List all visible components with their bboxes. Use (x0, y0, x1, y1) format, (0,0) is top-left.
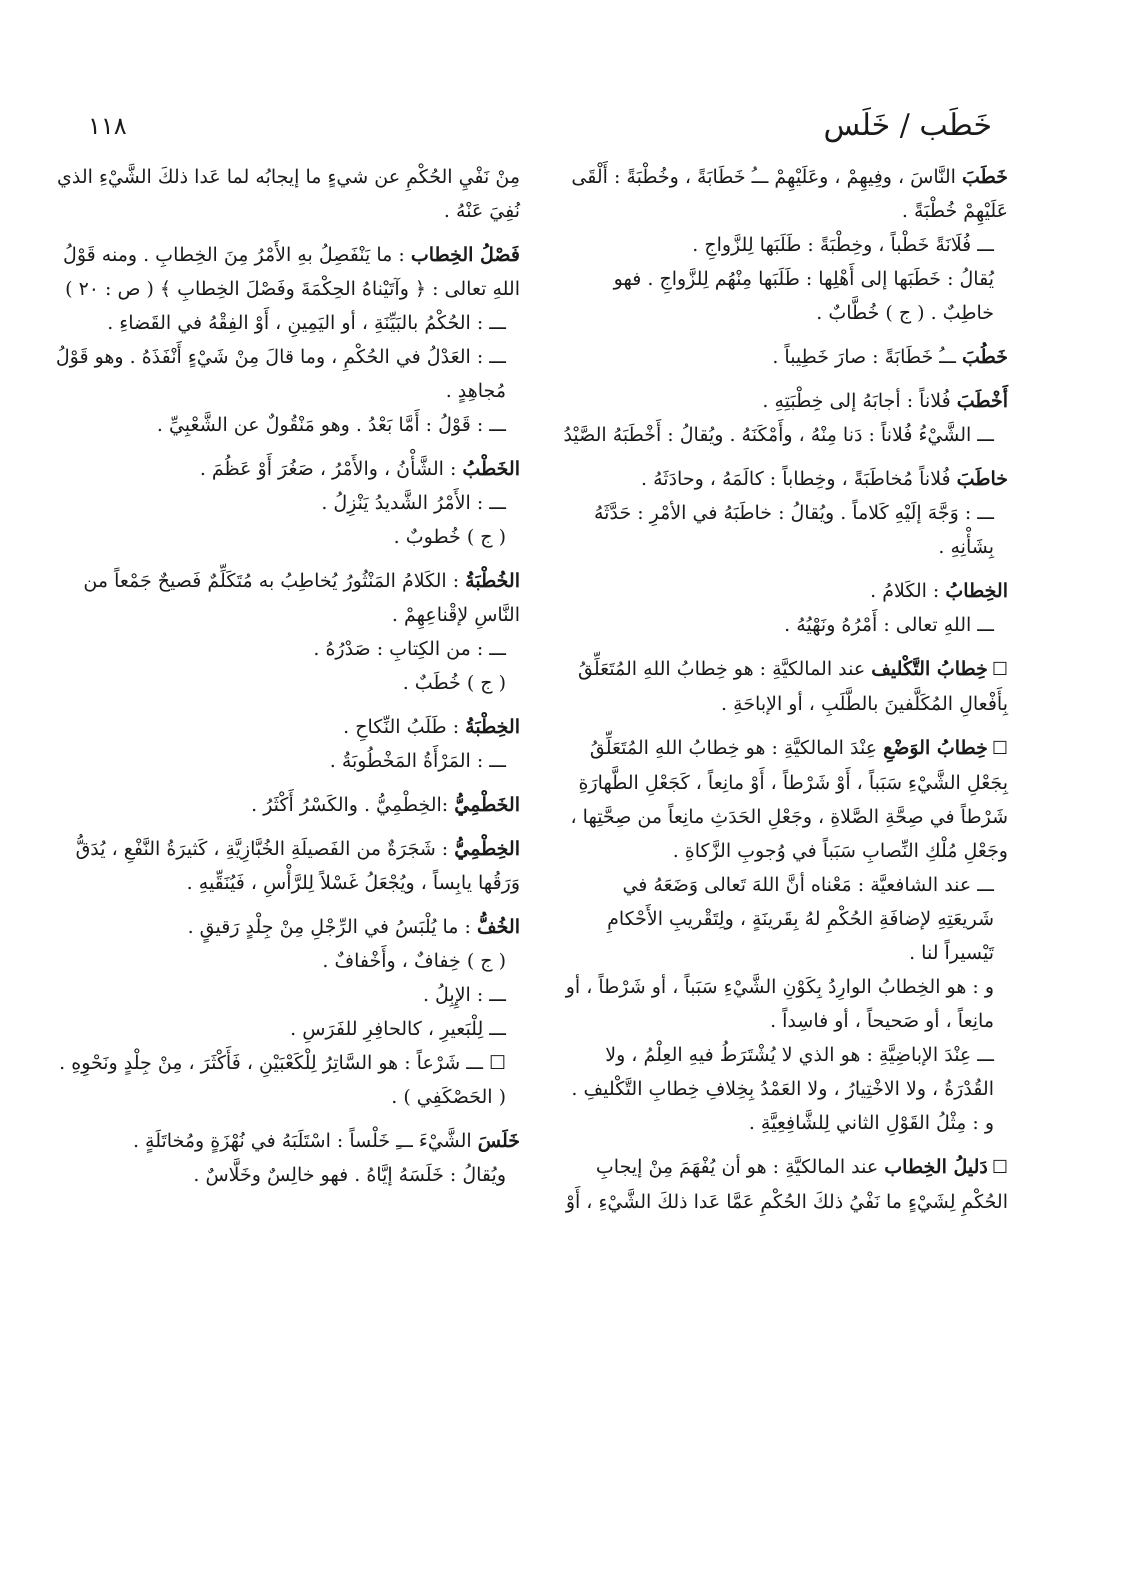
headword: أَخْطَبَ (956, 390, 1008, 412)
entry-line (50, 564, 520, 632)
entry-line (560, 384, 1008, 418)
definition-text: ـــ الشَّيْءُ فُلاناً : دَنا مِنْهُ ، وأَمْكَنَهُ . ويُقالُ : أَخْطَبَهُ الصَّيْدُ (563, 424, 994, 446)
definition-text: و : مِثْلُ القَوْلِ الثاني لِلشَّافِعِيَّةِ . (748, 1112, 994, 1134)
dictionary-entry (560, 652, 1008, 721)
entry-line (50, 160, 520, 228)
headword: الخَطْبُ (462, 458, 520, 480)
page-number: ١١٨ (88, 112, 127, 140)
definition-text: ـــ : وَجَّهَ إلَيْهِ كَلاماً . ويُقالُ : خاطَبَهُ في الأمْرِ : حَدَّثَهُ بِشَأْنِهِ . (594, 502, 994, 558)
entry-line (50, 666, 506, 700)
entry-line (560, 652, 1008, 721)
definition-text: ☐ ـــ شَرْعاً : هو السَّاتِرُ لِلْكَعْبَيْنِ ، فَأَكْثَرَ ، مِنْ جِلْدٍ ونَحْوِهِ . ( الحَصْكَفِي ) . (59, 1052, 506, 1108)
definition-text: و : هو الخِطابُ الوارِدُ بِكَوْنِ الشَّيْءِ سَبَباً ، أو شَرْطاً ، أو مانِعاً ، أو صَحيحاً ، أو فاسِداً . (565, 976, 994, 1032)
definition-text: ـــ : المَرْأَةُ المَخْطُوبَةُ . (329, 750, 506, 772)
dictionary-entry (50, 238, 520, 442)
definition-text: ـــ : العَدْلُ في الحُكْمِ ، وما قالَ مِنْ شَيْءٍ أَنْفَذَهُ . وهو قَوْلُ مُجاهِدٍ . (55, 346, 506, 402)
definition-text: : شَجَرَةٌ من الفَصيلَةِ الخُبَّازِيَّةِ ، كَثيرَةُ النَّفْعِ ، يُدَقُّ وَرَقُها يابِساً ، ويُجْعَلُ غَسْلاً لِلرَّأْسِ ، فَيُنَقِّيهِ . (75, 838, 520, 894)
headword: فَصْلُ الخِطاب (410, 244, 520, 266)
entry-line (560, 1106, 994, 1140)
headword: الخُفُّ (476, 916, 520, 938)
entry-line (50, 1124, 520, 1158)
entry-line (560, 970, 994, 1038)
definition-text: ـــ : الحُكْمُ بالبَيِّنَةِ ، أو اليَمِينِ ، أَوْ الفِقْهُ في القَضاءِ . (107, 312, 506, 334)
definition-text: عِنْدَ المالكيَّةِ : هو خِطابُ اللهِ المُتَعَلِّقُ بِجَعْلِ الشَّيْءِ سَبَباً ، أَوْ شَرْطاً ، أَوْ مانِعاً ، كَجَعْلِ الطَّهارَةِ شَرْطاً في صِحَّةِ الصَّلاةِ ، وجَعْلِ الحَدَثِ مانِعاً من صِحَّتِها ، وجَعْلِ مُلْكِ النِّصابِ سَبَباً في وُجوبِ الزَّكاةِ . (570, 737, 1008, 862)
definition-text: ـــ : من الكِتابِ : صَدْرُهُ . (313, 638, 506, 660)
dictionary-entry (50, 710, 520, 778)
entry-line (560, 608, 994, 642)
definition-text: عند المالكيَّةِ : هو خِطابُ اللهِ المُتَعَلِّقُ بِأَفْعالِ المُكَلَّفينَ بالطَّلَبِ ، أو الإباحَةِ . (578, 658, 1008, 715)
definition-text: النَّاسَ ، وفِيهِمْ ، وعَلَيْهِمْ ـــُ خَطَابَةً ، وخُطْبَةً : أَلْقَى عَلَيْهِمْ خُطْبَةً . (571, 166, 1008, 222)
headword: الخِطابُ (945, 580, 1008, 602)
dictionary-entry (560, 340, 1008, 374)
entry-line (50, 788, 520, 822)
entry-line (50, 710, 520, 744)
definition-text: الشَّيْءَ ـــِ خَلْساً : اسْتَلَبَهُ في نُهْزَةٍ ومُخاتَلَةٍ . (132, 1130, 472, 1152)
entry-line (560, 418, 994, 452)
entry-line (560, 1038, 994, 1106)
entry-line (50, 1158, 506, 1192)
checkbox-square-icon: ☐ (991, 1157, 1008, 1178)
definition-text: : الكَلامُ المَنْثُورُ يُخاطِبُ به مُتَكَلِّمٌ فَصيحٌ جَمْعاً من النَّاسِ لإقْناعِهِمْ . (83, 570, 520, 626)
dictionary-entry (560, 160, 1008, 330)
definition-text: مِنْ نَفْيِ الحُكْمِ عن شيءٍ ما إيجابُه لما عَدا ذلكَ الشَّيْءِ الذي نُفِيَ عَنْهُ . (57, 166, 520, 222)
headword: خِطابُ التَّكْليف (871, 658, 988, 680)
dictionary-entry (50, 1124, 520, 1192)
definition-text: : ما يُلْبَسُ في الرِّجْلِ مِنْ جِلْدٍ رَقيقٍ . (187, 916, 471, 938)
entry-line (560, 340, 1008, 374)
definition-text: ـــ : الإِبِلُ . (422, 984, 506, 1006)
entry-line (50, 910, 520, 944)
dictionary-entry (50, 832, 520, 900)
definition-text: ( ج ) خِفافٌ ، وأَخْفافٌ . (322, 950, 506, 972)
headword: خَطُبَ (962, 346, 1008, 368)
definition-text: ـــ عِنْدَ الإباضِيَّةِ : هو الذي لا يُشْتَرَطُ فيهِ العِلْمُ ، ولا القُدْرَةُ ، ولا الاخْتِيارُ ، ولا العَمْدُ بِخِلافِ خِطابِ التَّكْليفِ . (571, 1044, 994, 1100)
entry-line (50, 340, 506, 408)
definition-text: : الشَّأْنُ ، والأَمْرُ ، صَغُرَ أَوْ عَظُمَ . (199, 458, 457, 480)
definition-text: ويُقالُ : خَلَسَهُ إيَّاهُ . فهو خالِسٌ وخَلَّاسٌ . (193, 1164, 506, 1186)
headword: خِطابُ الوَضْعِ (883, 737, 988, 759)
entry-line (50, 408, 506, 442)
headword: الخِطْبَةُ (465, 716, 520, 738)
headword: دَليلُ الخِطاب (884, 1156, 988, 1178)
dictionary-entry (50, 160, 520, 228)
entry-line (560, 228, 994, 262)
entry-line (50, 744, 506, 778)
entry-line (50, 452, 520, 486)
headword: الخِطْمِيُّ (454, 838, 520, 860)
entry-line (50, 944, 506, 978)
dictionary-entry (560, 574, 1008, 642)
definition-text: ـــ : الأَمْرُ الشَّديدُ يَنْزِلُ . (321, 492, 506, 514)
entry-line (560, 574, 1008, 608)
dictionary-entry (560, 462, 1008, 564)
entry-line (560, 160, 1008, 228)
definition-text: عند المالكيَّةِ : هو أن يُفْهَمَ مِنْ إيجابِ الحُكْمِ لِشَيْءٍ ما نَفْيُ ذلكَ الحُكْمِ عَمَّا عَدا ذلكَ الشَّيْءِ ، أَوْ (565, 1156, 1008, 1213)
entry-line (50, 1046, 506, 1114)
definition-text: فُلاناً مُخاطَبَةً ، وخِطاباً : كالَمَهُ ، وحادَثَهُ . (641, 468, 951, 490)
right-column (560, 160, 1008, 1229)
dictionary-entry (50, 788, 520, 822)
entry-line (560, 868, 994, 970)
entry-line (50, 306, 506, 340)
entry-line (560, 462, 1008, 496)
definition-text: يُقالُ : خَطَبَها إلى أَهْلِها : طَلَبَها مِنْهُم لِلزَّواجِ . فهو خاطِبٌ . ( ج ) خُطَّابٌ . (613, 268, 994, 324)
definition-text: ـــ لِلْبَعيرِ ، كالحافِرِ للفَرَسِ . (290, 1018, 506, 1040)
entry-line (50, 632, 506, 666)
definition-text: : الكَلامُ . (870, 580, 940, 602)
dictionary-entry (50, 910, 520, 1114)
definition-text: ( ج ) خُطَبٌ . (402, 672, 506, 694)
entry-line (50, 832, 520, 900)
entry-line (50, 238, 520, 306)
definition-text: ـــ اللهِ تعالى : أَمْرُهُ ونَهْيُهُ . (784, 614, 994, 636)
headword: الخُطْبَةُ (465, 570, 520, 592)
definition-text: : ما يَنْفَصِلُ بهِ الأَمْرُ مِنَ الخِطابِ . ومنه قَوْلُ اللهِ تعالى : ﴿ وآتَيْناهُ الحِكْمَةَ وفَصْلَ الخِطابِ ﴾ ( ص : ٢٠ ) (63, 244, 520, 300)
definition-text: ـــ عند الشافعيَّة : مَعْناه أنَّ اللهَ تَعالى وَضَعَهُ في شَريعَتِهِ لإضافَةِ الحُكْمِ لهُ بِقَرينَةٍ ، ولِتَقْريبِ الأَحْكامِ تَيْسيراً لنا . (607, 874, 994, 964)
definition-text: : طَلَبُ النِّكاحِ . (343, 716, 460, 738)
entry-line (560, 262, 994, 330)
definition-text: :الخِطْمِيُّ . والكَسْرُ أَكْثَرُ . (251, 794, 449, 816)
checkbox-square-icon: ☐ (991, 738, 1008, 759)
entry-line (50, 1012, 506, 1046)
entry-line (50, 520, 506, 554)
dictionary-entry (50, 564, 520, 700)
entry-line (50, 486, 506, 520)
dictionary-entry (560, 384, 1008, 452)
definition-text: ـــُ خَطَابَةً : صارَ خَطِيباً . (772, 346, 956, 368)
entry-line (560, 1150, 1008, 1219)
definition-text: ـــ : قَوْلُ : أَمَّا بَعْدُ . وهو مَنْقُولٌ عن الشَّعْبِيِّ . (156, 414, 506, 436)
dictionary-entry (50, 452, 520, 554)
headword: خاطَبَ (956, 468, 1008, 490)
definition-text: ( ج ) خُطوبٌ . (393, 526, 506, 548)
entry-line (560, 731, 1008, 868)
left-column (50, 160, 520, 1202)
dictionary-entry (560, 731, 1008, 1140)
definition-text: ـــ فُلَانَةً خَطْباً ، وخِطْبَةً : طَلَبَها لِلزَّواجِ . (692, 234, 994, 256)
headword: خَلَسَ (477, 1130, 520, 1152)
headword: خَطَبَ (962, 166, 1008, 188)
headword: الخَطْمِيُّ (454, 794, 520, 816)
checkbox-square-icon: ☐ (991, 659, 1008, 680)
entry-line (560, 496, 994, 564)
running-head: خَطَب / خَلَس (823, 108, 992, 143)
dictionary-entry (560, 1150, 1008, 1219)
definition-text: فُلاناً : أجابَهُ إلى خِطْبَتِهِ . (762, 390, 951, 412)
entry-line (50, 978, 506, 1012)
